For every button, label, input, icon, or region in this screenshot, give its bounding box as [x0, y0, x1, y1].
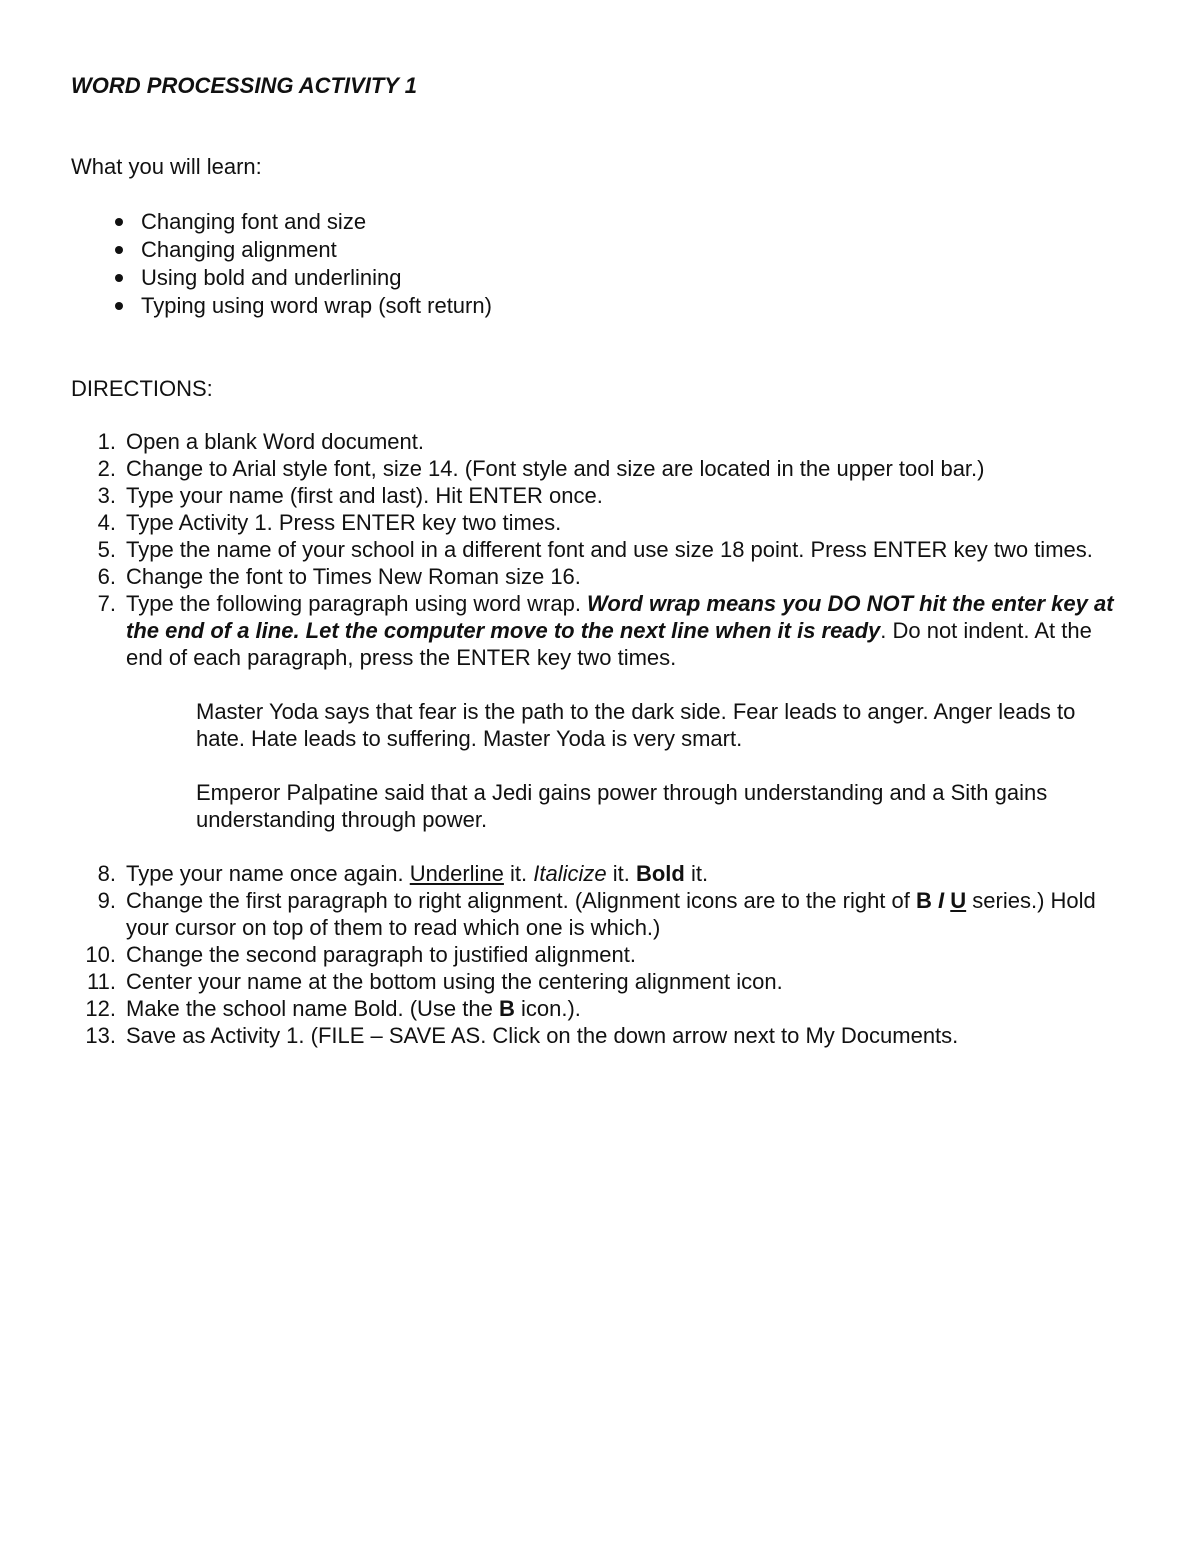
step-text: Center your name at the bottom using the centering alignment icon. — [126, 969, 783, 994]
step-text: it. — [503, 861, 534, 886]
step-emphasis: Word wrap means you DO NOT hit the enter key at the end of a line. Let the computer move to the next line when it is ready — [126, 591, 1114, 643]
step-text: Type Activity 1. Press ENTER key two times. — [126, 510, 562, 535]
bullet-icon — [115, 218, 123, 226]
underline-word: Underline — [409, 861, 504, 886]
step-text: Change to Arial style font, size 14. (Font style and size are located in the upper tool bar.) — [126, 456, 985, 481]
directions-list — [71, 428, 1131, 1049]
step-10 — [71, 941, 1131, 968]
underline-icon-label: U — [950, 888, 967, 913]
step-11 — [71, 968, 1131, 995]
step-number: 1. — [97, 429, 116, 454]
step-text: it. — [606, 861, 636, 886]
directions-heading: DIRECTIONS: — [71, 376, 213, 401]
step-number: 12. — [85, 996, 116, 1021]
step-text: Type your name once again. — [126, 861, 410, 886]
step-text: series.) Hold your cursor on top of them to read which one is which.) — [126, 888, 1096, 940]
step-text: Change the first paragraph to right alignment. (Alignment icons are to the right of — [126, 888, 916, 913]
step-text: Type the following paragraph using word wrap. — [126, 591, 588, 616]
bullet-icon — [115, 302, 123, 310]
step-4 — [71, 509, 1131, 536]
step-2 — [71, 455, 1131, 482]
step-number: 11. — [87, 969, 116, 994]
step-text: Change the font to Times New Roman size 16. — [126, 564, 581, 589]
step-text: Open a blank Word document. — [126, 429, 424, 454]
step-number: 8. — [97, 861, 116, 886]
bold-icon-label: B — [498, 996, 515, 1021]
italic-icon-label: I — [938, 888, 945, 913]
step-number: 2. — [97, 456, 116, 481]
quote-yoda: Master Yoda says that fear is the path to the dark side. Fear leads to anger. Anger leads to hate. Hate leads to suffering. Master Yoda is very smart. — [196, 699, 1076, 751]
step-number: 3. — [97, 483, 116, 508]
bullet-icon — [115, 274, 123, 282]
step-7 — [71, 590, 1131, 833]
list-item: Using bold and underlining — [71, 264, 492, 292]
step-text: Make the school name Bold. (Use the — [126, 996, 499, 1021]
step-text: Save as Activity 1. (FILE – SAVE AS. Click on the down arrow next to My Documents. — [126, 1023, 959, 1048]
list-item: Typing using word wrap (soft return) — [71, 292, 492, 320]
step-12 — [71, 995, 1131, 1022]
italic-word: Italicize — [533, 861, 607, 886]
page-title: WORD PROCESSING ACTIVITY 1 — [71, 73, 417, 98]
step-number: 4. — [97, 510, 116, 535]
intro-text: What you will learn: — [71, 154, 262, 179]
step-text: Change the second paragraph to justified alignment. — [126, 942, 637, 967]
step-3 — [71, 482, 1131, 509]
step-number: 9. — [97, 888, 116, 913]
list-item: Changing alignment — [71, 236, 492, 264]
step-text: Type your name (first and last). Hit ENTER once. — [126, 483, 603, 508]
list-item: Changing font and size — [71, 208, 492, 236]
step-text: it. — [684, 861, 709, 886]
bold-icon-label: B — [916, 888, 932, 913]
learning-list — [71, 208, 492, 320]
bullet-icon — [115, 246, 123, 254]
step-number: 7. — [97, 591, 116, 616]
step-8 — [71, 860, 1131, 887]
step-1 — [71, 428, 1131, 455]
step-number: 5. — [97, 537, 116, 562]
step-9 — [71, 887, 1131, 941]
step-text: Type the name of your school in a different font and use size 18 point. Press ENTER key two times. — [126, 537, 1093, 562]
step-13 — [71, 1022, 1131, 1049]
step-number: 10. — [85, 942, 116, 967]
step-6 — [71, 563, 1131, 590]
step-text: . Do not indent. At the end of each paragraph, press the ENTER key two times. — [126, 618, 1092, 670]
bold-word: Bold — [635, 861, 685, 886]
step-text: icon.). — [514, 996, 581, 1021]
step-number: 6. — [97, 564, 116, 589]
step-number: 13. — [85, 1023, 116, 1048]
quote-palpatine: Emperor Palpatine said that a Jedi gains power through understanding and a Sith gains understanding through power. — [196, 780, 1048, 832]
step-5 — [71, 536, 1131, 563]
